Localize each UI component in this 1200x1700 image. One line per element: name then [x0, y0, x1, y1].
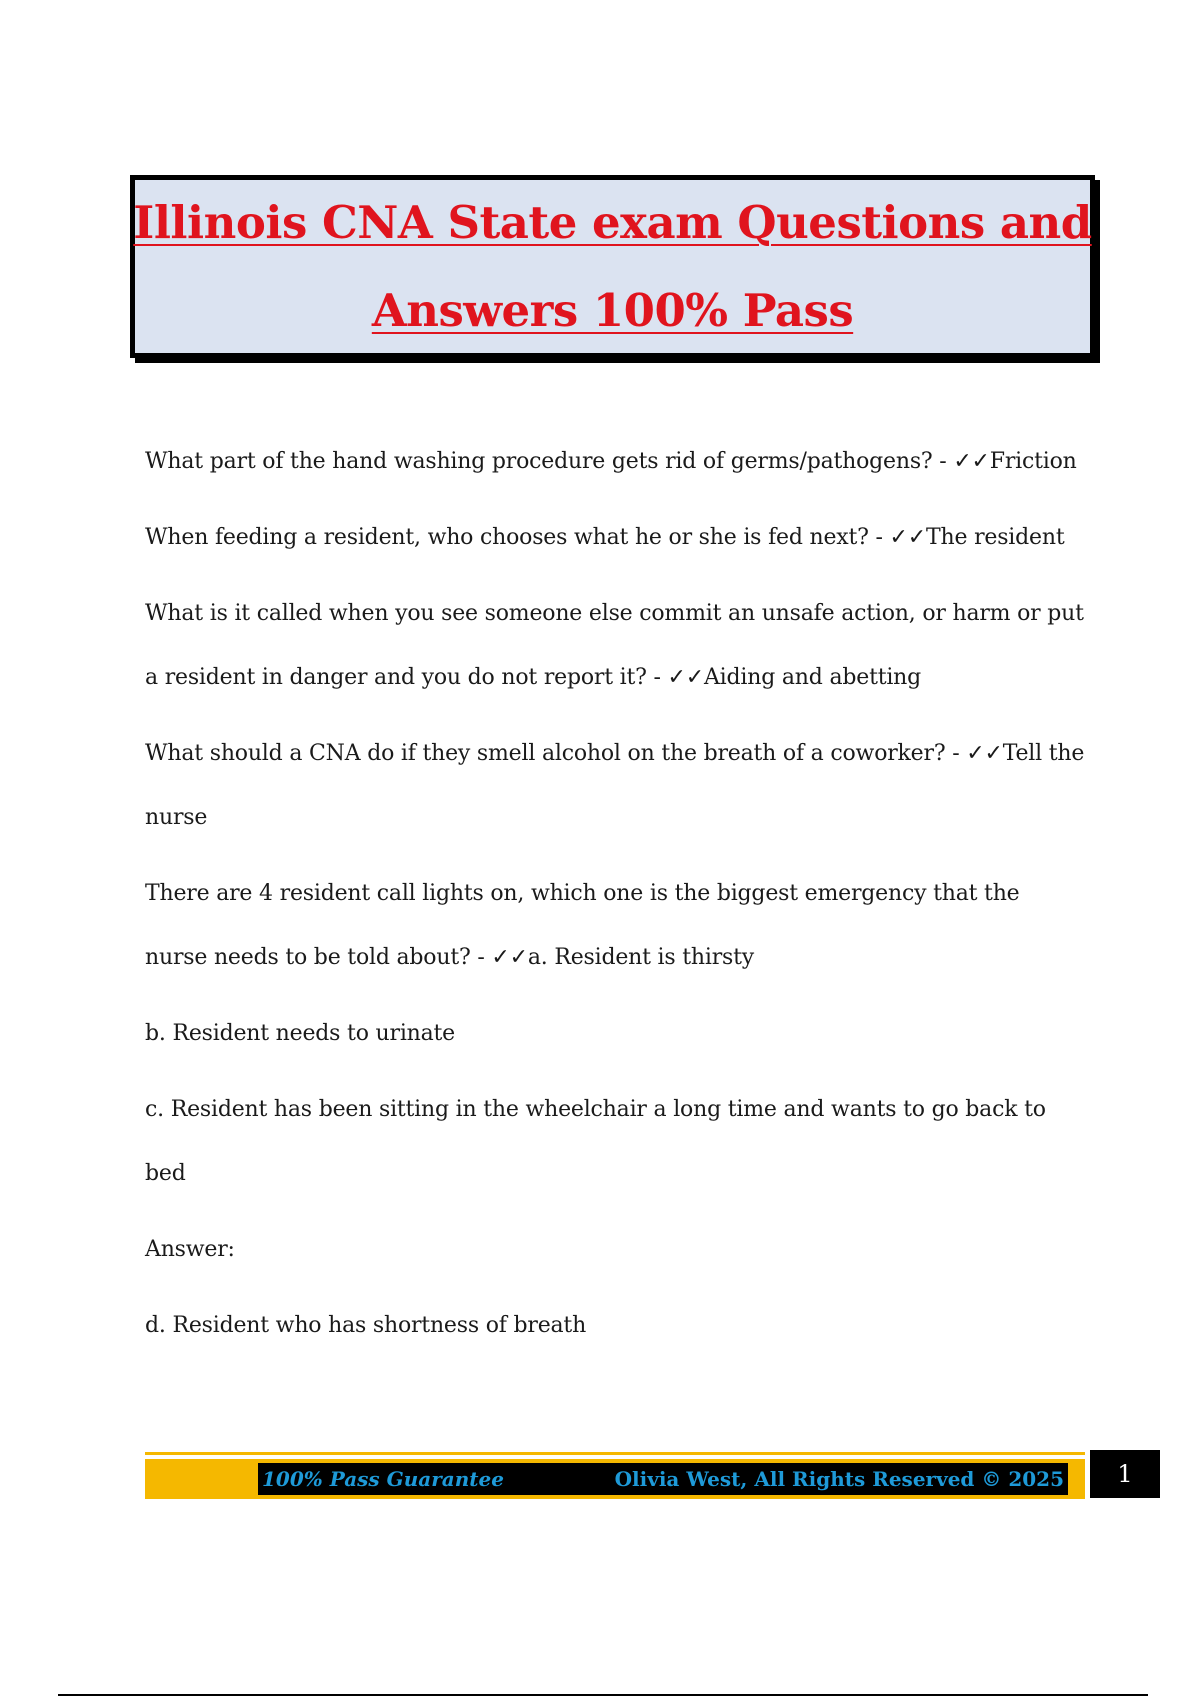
document-title-line-2: Answers 100% Pass [371, 283, 854, 337]
footer-bar [145, 1459, 1085, 1499]
qa-item: Answer: [145, 1237, 235, 1262]
title-box [130, 175, 1095, 358]
qa-content [145, 430, 1085, 1370]
document-title-line-1: Illinois CNA State exam Questions and [133, 195, 1092, 249]
qa-item: What part of the hand washing procedure gets rid of germs/pathogens? - ✓✓Friction [145, 449, 1077, 474]
page-number: 1 [1090, 1450, 1160, 1498]
qa-item: d. Resident who has shortness of breath [145, 1313, 587, 1338]
footer-rule [145, 1452, 1085, 1455]
footer-copyright-text: Olivia West, All Rights Reserved © 2025 [614, 1467, 1064, 1491]
page-footer [145, 1452, 1085, 1499]
qa-item: What is it called when you see someone else commit an unsafe action, or harm or put a resident in danger and you do not report it? - ✓✓Aiding and abetting [145, 601, 1084, 690]
qa-item: What should a CNA do if they smell alcohol on the breath of a coworker? - ✓✓Tell the nurse [145, 741, 1085, 830]
qa-item: When feeding a resident, who chooses what he or she is fed next? - ✓✓The resident [145, 525, 1065, 550]
footer-guarantee-text: 100% Pass Guarantee [262, 1467, 504, 1491]
bottom-rule [58, 1694, 1148, 1696]
qa-item: b. Resident needs to urinate [145, 1021, 456, 1046]
footer-inner [258, 1463, 1068, 1495]
qa-item: There are 4 resident call lights on, which one is the biggest emergency that the nurse needs to be told about? - ✓✓a. Resident is thirsty [145, 881, 1020, 970]
qa-item: c. Resident has been sitting in the wheelchair a long time and wants to go back to bed [145, 1097, 1046, 1186]
